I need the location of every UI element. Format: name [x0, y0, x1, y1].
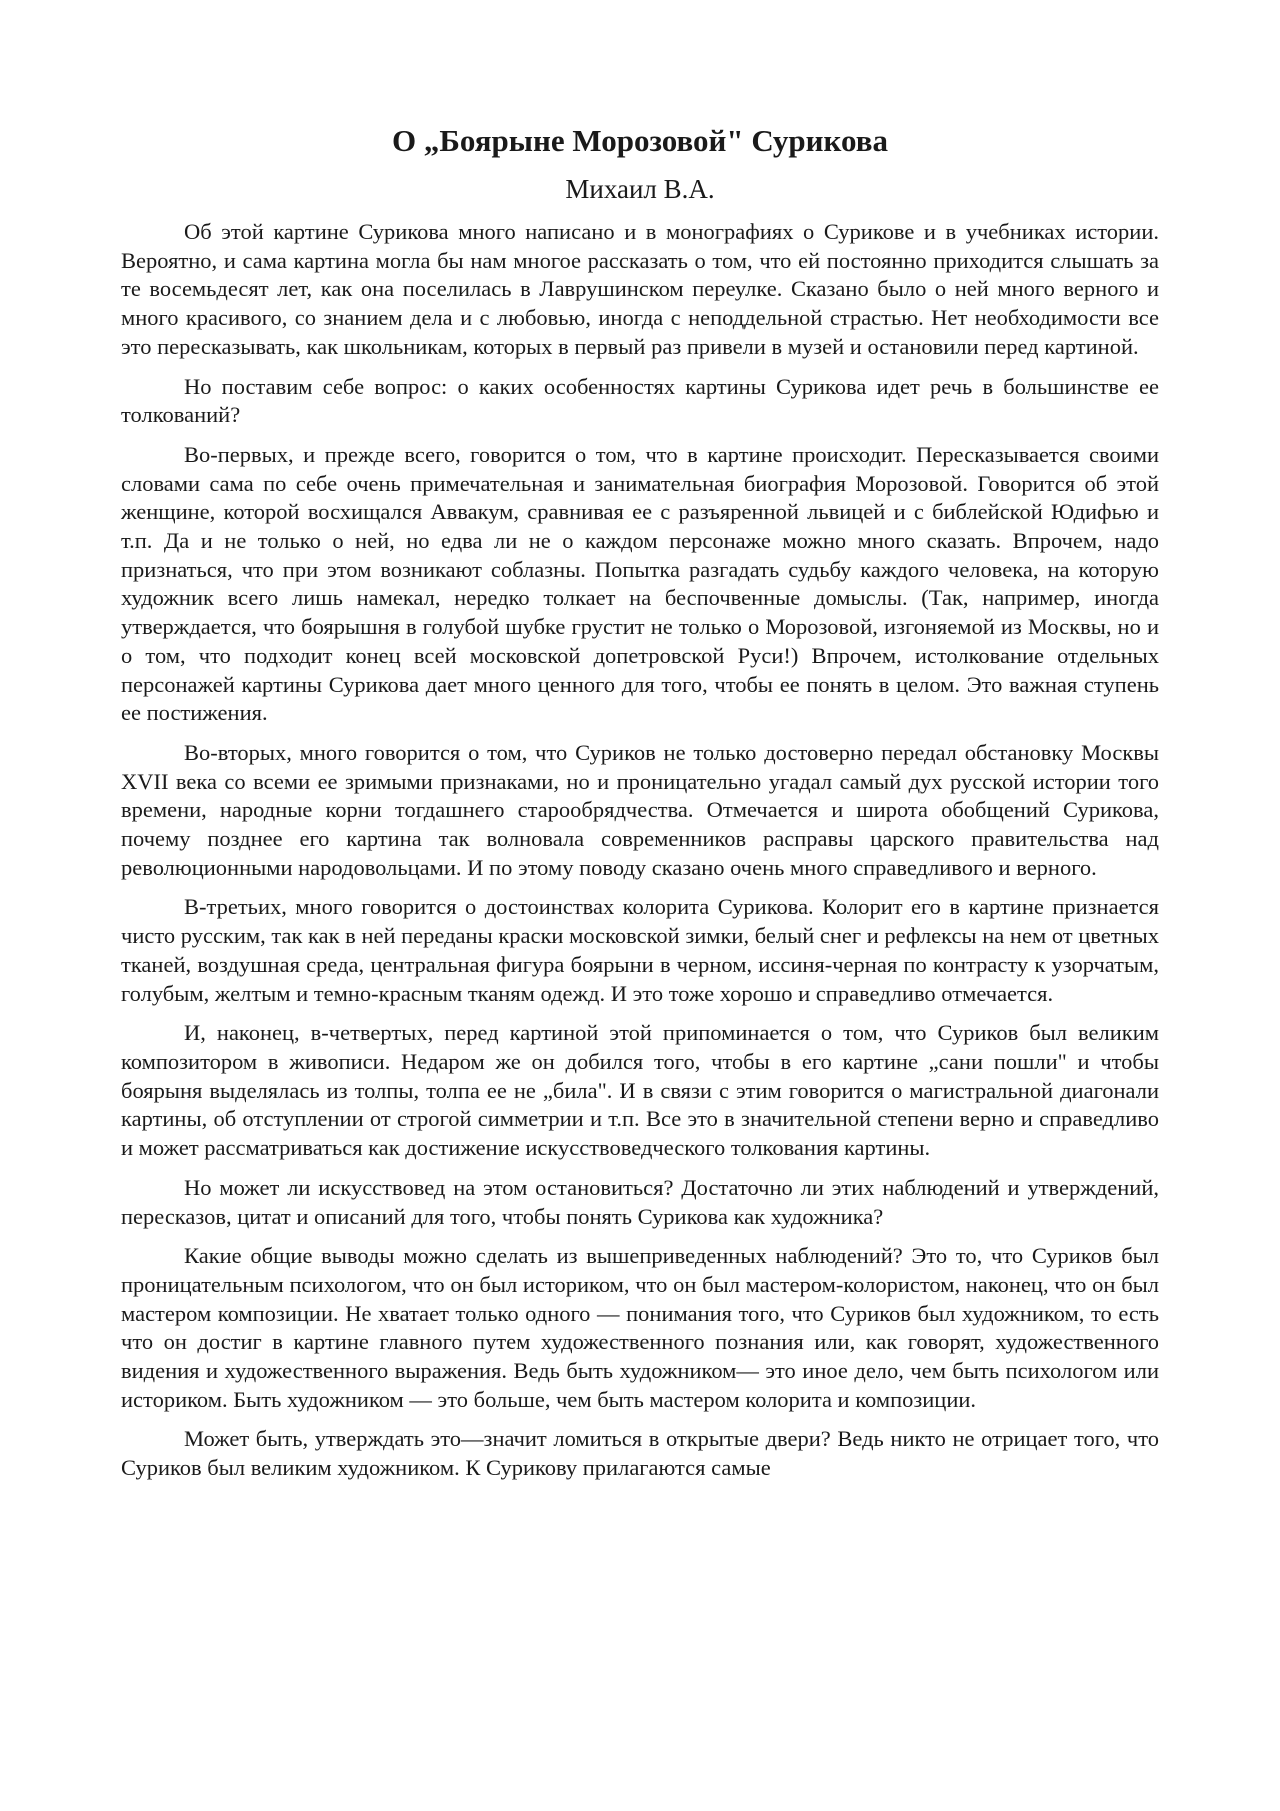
paragraph-1: Об этой картине Сурикова много написано и в монографиях о Сурикове и в учебниках истории. Вероятно, и сама картина могла бы нам многое рассказать о том, что ей постоянно приходится слышать за те восемьдесят лет, как она поселилась в Лаврушинском переулке. Сказано было о ней много верного и много красивого, со знанием дела и с любовью, иногда с неподдельной страстью. Нет необходимости все это пересказывать, как школьникам, которых в первый раз привели в музей и остановили перед картиной. — [121, 219, 1159, 359]
paragraph-3: Во-первых, и прежде всего, говорится о том, что в картине происходит. Пересказывается своими словами сама по себе очень примечательная и занимательная биография Морозовой. Говорится об этой женщине, которой восхищался Аввакум, сравнивая ее с разъяренной львицей и с библейской Юдифью и т.п. Да и не только о ней, но едва ли не о каждом персонаже можно много сказать. Впрочем, надо признаться, что при этом возникают соблазны. Попытка разгадать судьбу каждого человека, на которую художник всего лишь намекал, нередко толкает на беспочвенные домыслы. (Так, например, иногда утверждается, что боярышня в голубой шубке грустит не только о Морозовой, изгоняемой из Москвы, но и о том, что подходит конец всей московской допетровской Руси!) Впрочем, истолкование отдельных персонажей картины Сурикова дает много ценного для того, чтобы ее понять в целом. Это важная ступень ее постижения. — [121, 441, 1159, 726]
document-body — [121, 218, 1159, 1494]
paragraph-8: Какие общие выводы можно сделать из вышеприведенных наблюдений? Это то, что Суриков был проницательным психологом, что он был историком, что он был мастером-колористом, наконец, что он был мастером композиции. Не хватает только одного — понимания того, что Суриков был художником, то есть что он достиг в картине главного путем художественного познания или, как говорят, художественного видения и художественного выражения. Ведь быть художником— это иное дело, чем быть психологом или историком. Быть художником — это больше, чем быть мастером колорита и композиции. — [121, 1243, 1159, 1412]
paragraph-6: И, наконец, в-четвертых, перед картиной этой припоминается о том, что Суриков был великим композитором в живописи. Недаром же он добился того, чтобы в его картине „сани пошли" и чтобы боярыня выделялась из толпы, толпа ее не „била". И в связи с этим говорится о магистральной диагонали картины, об отступлении от строгой симметрии и т.п. Все это в значительной степени верно и справедливо и может рассматриваться как достижение искусствоведческого толкования картины. — [121, 1020, 1159, 1161]
paragraph-4: Во-вторых, много говорится о том, что Суриков не только достоверно передал обстановку Москвы XVII века со всеми ее зримыми признаками, но и проницательно угадал самый дух русской истории того времени, народные корни тогдашнего старообрядчества. Отмечается и широта обобщений Сурикова, почему позднее его картина так волновала современников расправы царского правительства над революционными народовольцами. И по этому поводу сказано очень много справедливого и верного. — [121, 739, 1159, 880]
paragraph-9: Может быть, утверждать это—значит ломиться в открытые двери? Ведь никто не отрицает того, что Суриков был великим художником. К Сурикову прилагаются самые — [121, 1426, 1159, 1481]
document-author: Михаил В.А. — [565, 174, 715, 204]
paragraph-7: Но может ли искусствовед на этом остановиться? Достаточно ли этих наблюдений и утверждений, пересказов, цитат и описаний для того, чтобы понять Сурикова как художника? — [121, 1174, 1159, 1229]
paragraph-2: Но поставим себе вопрос: о каких особенностях картины Сурикова идет речь в большинстве ее толкований? — [121, 373, 1159, 428]
document-title: О „Боярыне Морозовой" Сурикова — [392, 123, 888, 158]
paragraph-5: В-третьих, много говорится о достоинствах колорита Сурикова. Колорит его в картине признается чисто русским, так как в ней переданы краски московской зимки, белый снег и рефлексы на нем от цветных тканей, воздушная среда, центральная фигура боярыни в черном, иссиня-черная по контрасту к узорчатым, голубым, желтым и темно-красным тканям одежд. И это тоже хорошо и справедливо отмечается. — [121, 894, 1159, 1006]
